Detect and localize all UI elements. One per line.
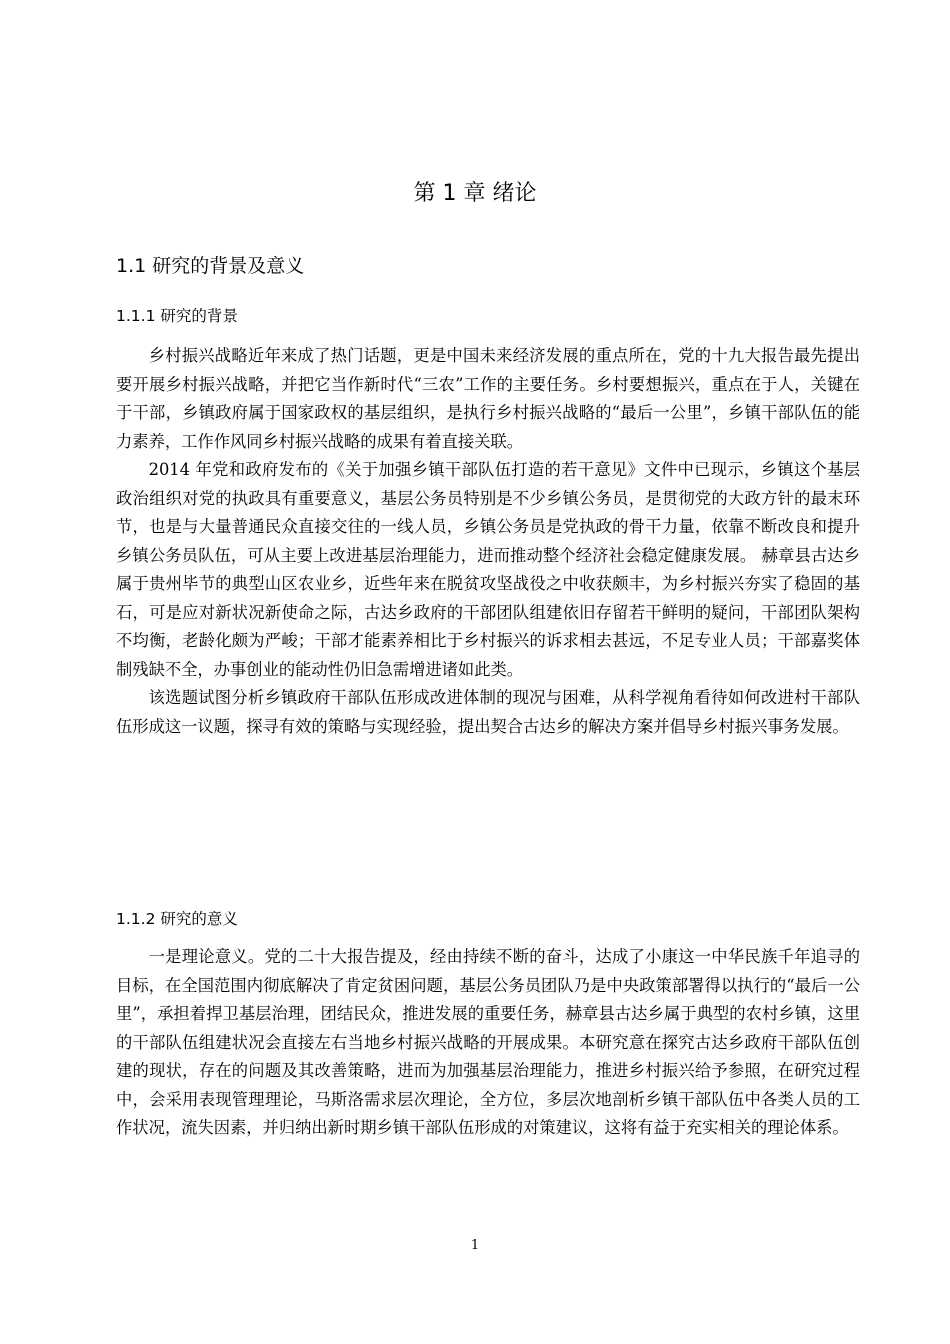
paragraph: 该选题试图分析乡镇政府干部队伍形成改进体制的现况与困难，从科学视角看待如何改进村干部队伍形成这一议题，探寻有效的策略与实现经验，提出契合古达乡的解决方案并倡导乡村振兴事务发展。 xyxy=(116,688,860,736)
paragraph: 一是理论意义。党的二十大报告提及，经由持续不断的奋斗，达成了小康这一中华民族千年追寻的目标，在全国范围内彻底解决了肯定贫困问题，基层公务员团队乃是中央政策部署得以执行的“最后一公里”，承担着捍卫基层治理，团结民众，推进发展的重要任务，赫章县古达乡属于典型的农村乡镇，这里的干部队伍组建状况会直接左右当地乡村振兴战略的开展成果。本研究意在探究古达乡政府干部队伍创建的现状，存在的问题及其改善策略，进而为加强基层治理能力，推进乡村振兴给予参照，在研究过程中，会采用表现管理理论，马斯洛需求层次理论，全方位，多层次地剖析乡镇干部队伍中各类人员的工作状况，流失因素，并归纳出新时期乡镇干部队伍形成的对策建议，这将有益于充实相关的理论体系。 xyxy=(116,947,860,1137)
page-number: 1 xyxy=(470,1238,480,1253)
paragraph: 乡村振兴战略近年来成了热门话题，更是中国未来经济发展的重点所在，党的十九大报告最先提出要开展乡村振兴战略，并把它当作新时代“三农”工作的主要任务。乡村要想振兴，重点在于人，关键在于干部，乡镇政府属于国家政权的基层组织，是执行乡村振兴战略的“最后一公里”，乡镇干部队伍的能力素养，工作作风同乡村振兴战略的成果有着直接关联。 xyxy=(116,346,860,451)
section-heading: 1.1 研究的背景及意义 xyxy=(116,255,305,277)
subsection-heading-background: 1.1.1 研究的背景 xyxy=(116,307,238,325)
chapter-title: 第 1 章 绪论 xyxy=(413,181,537,206)
paragraph: 2014 年党和政府发布的《关于加强乡镇干部队伍打造的若干意见》文件中已现示，乡镇这个基层政治组织对党的执政具有重要意义，基层公务员特别是不少乡镇公务员，是贯彻党的大政方针的最末环节，也是与大量普通民众直接交往的一线人员，乡镇公务员是党执政的骨干力量，依靠不断改良和提升乡镇公务员队伍，可从主要上改进基层治理能力，进而推动整个经济社会稳定健康发展。 赫章县古达乡属于贵州毕节的典型山区农业乡，近些年来在脱贫攻坚战役之中收获颇丰，为乡村振兴夯实了稳固的基石，可是应对新状况新使命之际，古达乡政府的干部团队组建依旧存留若干鲜明的疑问，干部团队架构不均衡，老龄化颇为严峻；干部才能素养相比于乡村振兴的诉求相去甚远，不足专业人员；干部嘉奖体制残缺不全，办事创业的能动性仍旧急需增进诸如此类。 xyxy=(116,460,860,679)
subsection-heading-significance: 1.1.2 研究的意义 xyxy=(116,910,238,928)
background-section-body xyxy=(116,342,860,741)
significance-section-body xyxy=(116,943,860,1143)
